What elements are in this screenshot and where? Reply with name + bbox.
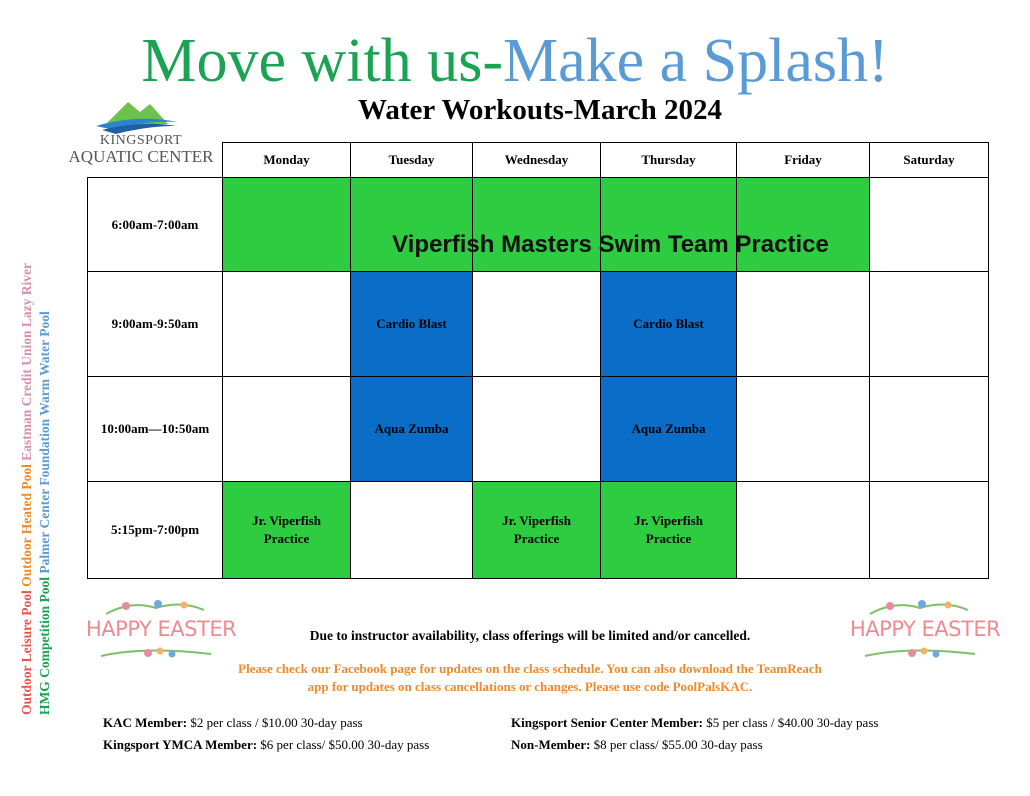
jr-label: Jr. Viperfish Practice — [252, 513, 321, 546]
pool-list — [18, 175, 66, 715]
empty-cell — [737, 377, 870, 482]
pool-outdoor-leisure: Outdoor Leisure Pool — [19, 586, 34, 715]
headline-part2: Make a Splash! — [502, 27, 889, 95]
headline-part1: Move with us- — [141, 27, 503, 95]
pool-hmg-competition: HMG Competition Pool — [37, 573, 52, 715]
headline — [0, 28, 1030, 94]
table-row — [88, 482, 989, 579]
empty-cell — [737, 482, 870, 579]
class-cardio-blast: Cardio Blast — [601, 272, 737, 377]
easter-label: HAPPY EASTER — [86, 617, 237, 641]
empty-cell — [473, 272, 601, 377]
mountain-wave-icon — [66, 96, 216, 136]
jr-label: Jr. Viperfish Practice — [502, 513, 571, 546]
day-thursday: Thursday — [601, 143, 737, 178]
time-slot: 9:00am-9:50am — [88, 272, 223, 377]
price-ymca-label: Kingsport YMCA Member: — [103, 737, 258, 752]
happy-easter-right — [850, 596, 1001, 668]
price-kac-value: $2 per class / $10.00 30-day pass — [187, 715, 363, 730]
day-monday: Monday — [223, 143, 351, 178]
header-row — [88, 143, 989, 178]
logo-line1: KINGSPORT — [99, 133, 183, 148]
day-saturday: Saturday — [870, 143, 989, 178]
empty-cell — [223, 272, 351, 377]
page-title: Water Workouts-March 2024 — [357, 94, 723, 126]
class-aqua-zumba: Aqua Zumba — [601, 377, 737, 482]
time-slot: 6:00am-7:00am — [88, 178, 223, 272]
corner-cell — [88, 143, 223, 178]
class-jr-viperfish — [601, 482, 737, 579]
empty-cell — [351, 482, 473, 579]
logo-line2: AQUATIC CENTER — [68, 147, 214, 166]
easter-label: HAPPY EASTER — [850, 617, 1001, 641]
time-slot: 10:00am—10:50am — [88, 377, 223, 482]
masters-cell — [223, 178, 829, 272]
table-row — [88, 178, 989, 272]
facebook-notice: Please check our Facebook page for updates on the class schedule. You can also download the TeamReach app for updates on class cancellations or changes. Please use code PoolPalsKAC. — [238, 661, 822, 694]
pool-outdoor-heated: Outdoor Heated Pool — [19, 460, 34, 587]
class-aqua-zumba: Aqua Zumba — [351, 377, 473, 482]
price-non-value: $8 per class/ $55.00 30-day pass — [590, 737, 763, 752]
price-senior-label: Kingsport Senior Center Member: — [511, 715, 703, 730]
time-slot: 5:15pm-7:00pm — [88, 482, 223, 579]
empty-cell — [870, 482, 989, 579]
class-cardio-blast: Cardio Blast — [351, 272, 473, 377]
price-kac-label: KAC Member: — [103, 715, 188, 730]
class-jr-viperfish — [223, 482, 351, 579]
pool-warm-water: Palmer Center Foundation Warm Water Pool — [37, 311, 52, 574]
empty-cell — [870, 377, 989, 482]
pool-line-1 — [18, 175, 36, 715]
price-kac — [103, 714, 363, 732]
day-tuesday: Tuesday — [351, 143, 473, 178]
empty-cell — [870, 272, 989, 377]
price-ymca — [103, 736, 429, 754]
happy-easter-left — [86, 596, 237, 668]
price-senior — [511, 714, 878, 732]
empty-cell — [737, 272, 870, 377]
price-senior-value: $5 per class / $40.00 30-day pass — [702, 715, 879, 730]
table-row — [88, 377, 989, 482]
price-non-member — [511, 736, 763, 754]
day-friday: Friday — [737, 143, 870, 178]
day-wednesday: Wednesday — [473, 143, 601, 178]
table-row — [88, 272, 989, 377]
pool-lazy-river: Eastman Credit Union Lazy River — [19, 262, 34, 461]
schedule-table — [87, 142, 989, 579]
empty-cell — [473, 377, 601, 482]
price-non-label: Non-Member: — [511, 737, 591, 752]
masters-practice-label: Viperfish Masters Swim Team Practice — [392, 231, 829, 258]
pool-line-2 — [36, 175, 54, 715]
availability-notice: Due to instructor availability, class offerings will be limited and/or cancelled. — [309, 628, 751, 643]
jr-label: Jr. Viperfish Practice — [634, 513, 703, 546]
class-jr-viperfish — [473, 482, 601, 579]
empty-cell — [223, 377, 351, 482]
price-ymca-value: $6 per class/ $50.00 30-day pass — [257, 737, 430, 752]
